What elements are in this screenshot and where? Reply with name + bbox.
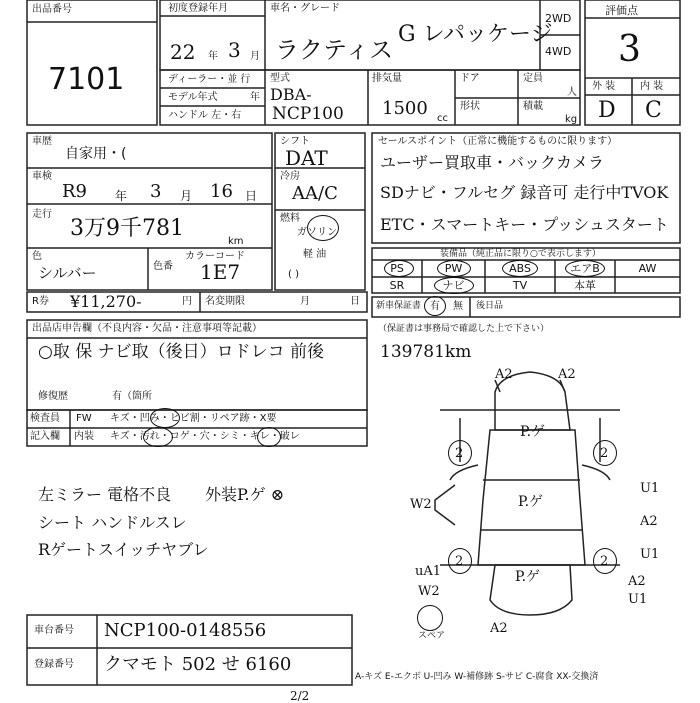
sales-line-2: SDナビ・フルセグ 録音可 走行中TVOK bbox=[380, 183, 669, 202]
type-label: 型式 bbox=[270, 73, 290, 84]
color-code-heading: カラーコード bbox=[185, 251, 245, 262]
inspection-year: R9 bbox=[62, 181, 88, 202]
equip-airbag-circle bbox=[565, 260, 605, 277]
capacity-label: 定員 bbox=[523, 73, 543, 84]
load-unit: kg bbox=[565, 114, 578, 125]
repair-label: 修復歴 bbox=[38, 391, 68, 402]
inspection-day: 16 bbox=[210, 181, 233, 202]
interior-label: 内装 bbox=[74, 431, 94, 442]
diag-tire-rl: 2 bbox=[455, 554, 464, 569]
equip-tv: TV bbox=[512, 279, 528, 292]
fw-dent-circle bbox=[150, 408, 180, 428]
diag-pg-rear: P.ゲ bbox=[515, 569, 541, 585]
diag-a2-front-left: A2 bbox=[495, 367, 513, 382]
equip-ps: PS bbox=[390, 262, 404, 275]
dealer-label: ディーラー・並 行 bbox=[168, 74, 251, 85]
model-year-mark: 年 bbox=[250, 92, 260, 103]
equip-airbag: エアB bbox=[570, 262, 600, 275]
rating-score: 3 bbox=[618, 29, 641, 70]
note-line-2: シート ハンドルスレ bbox=[38, 513, 187, 532]
car-grade-value: G レパッケージ bbox=[398, 22, 553, 47]
plate-label: 登録番号 bbox=[34, 659, 74, 670]
later-items-label: 後日品 bbox=[476, 301, 504, 311]
inspection-month: 3 bbox=[150, 181, 162, 202]
repair-value: 有（箇所 bbox=[112, 391, 152, 402]
door-label: ドア bbox=[460, 73, 480, 84]
handle-label: ハンドル 左・右 bbox=[168, 110, 242, 121]
diag-u1-right-2: U1 bbox=[640, 547, 660, 562]
recycle-yen: 円 bbox=[182, 296, 192, 307]
color-label: 色 bbox=[32, 251, 42, 262]
first-reg-month-mark: 月 bbox=[250, 51, 260, 62]
aircon-value: AA/C bbox=[292, 183, 338, 204]
recycle-value: ¥11,270- bbox=[70, 292, 142, 311]
inspection-day-mark: 日 bbox=[245, 189, 258, 203]
inspection-month-mark: 月 bbox=[180, 189, 193, 203]
type-value: DBA- bbox=[270, 85, 312, 104]
warranty-yes: 有 bbox=[430, 301, 440, 312]
diag-u1-right-1: U1 bbox=[640, 481, 660, 496]
model-year-label: モデル年式 bbox=[168, 92, 218, 103]
diag-pg-hood: P.ゲ bbox=[520, 424, 546, 440]
color-value: シルバー bbox=[38, 264, 97, 282]
type-model: NCP100 bbox=[272, 104, 344, 124]
spare-tire-icon bbox=[417, 605, 443, 631]
sales-points-label: セールスポイント（正常に機能するものに限ります） bbox=[378, 136, 618, 147]
diag-tire-fr: 2 bbox=[600, 446, 609, 461]
page-footer: 2/2 bbox=[290, 689, 310, 703]
interior-stain-circle bbox=[257, 427, 281, 447]
fuel-circle-mark bbox=[307, 215, 339, 241]
report-text: ○取 保 ナビ取（後日）ロドレコ 前後 bbox=[38, 342, 325, 362]
fuel-value: ガソリン bbox=[297, 227, 337, 238]
history-value: 自家用・( bbox=[65, 146, 127, 162]
equip-pw: PW bbox=[444, 262, 463, 275]
first-reg-year-mark: 年 bbox=[208, 51, 218, 62]
history-label: 車歴 bbox=[32, 136, 52, 147]
shift-value: DAT bbox=[285, 146, 328, 170]
tire-fl-icon bbox=[448, 440, 472, 466]
displacement-value: 1500 bbox=[382, 98, 428, 119]
equip-abs: ABS bbox=[509, 262, 531, 275]
diag-ua1-left: uA1 bbox=[415, 564, 442, 579]
diag-a2-rear: A2 bbox=[490, 621, 508, 636]
equip-leather: 本革 bbox=[574, 279, 596, 292]
color-code-value: 1E7 bbox=[200, 260, 241, 284]
note-line-1: 左ミラー 電格不良 bbox=[38, 485, 172, 504]
mileage-value: 3万9千781 bbox=[70, 216, 184, 241]
fuel-light-oil: 軽 油 bbox=[303, 249, 327, 260]
inspection-label: 車検 bbox=[32, 171, 52, 182]
first-reg-month: 3 bbox=[228, 38, 241, 62]
tire-rl-icon bbox=[448, 548, 472, 574]
lot-number: 7101 bbox=[48, 62, 125, 97]
diag-pg-roof: P.ゲ bbox=[518, 494, 544, 510]
inspector-label-1: 検査員 bbox=[30, 413, 60, 424]
displacement-label: 排気量 bbox=[372, 73, 402, 84]
int-label: 内 装 bbox=[640, 81, 664, 92]
diag-a2-right: A2 bbox=[640, 514, 658, 529]
rating-label: 評価点 bbox=[605, 4, 638, 17]
equip-abs-circle bbox=[502, 260, 538, 277]
equip-aw: AW bbox=[638, 262, 657, 275]
fw-label: FW bbox=[76, 413, 92, 424]
displacement-unit: cc bbox=[437, 113, 448, 124]
warranty-label: 新車保証書 bbox=[376, 301, 422, 311]
ext-grade: D bbox=[598, 98, 616, 123]
warranty-note: （保証書は事務局で確認した上で下さい） bbox=[378, 324, 550, 334]
equip-sr: SR bbox=[389, 279, 405, 292]
name-change-month: 月 bbox=[300, 296, 310, 307]
diag-w2-left: W2 bbox=[410, 497, 432, 512]
color-code-label: 色番 bbox=[153, 261, 173, 272]
first-reg-label: 初度登録年月 bbox=[168, 3, 228, 14]
recycle-label: R券 bbox=[32, 296, 49, 307]
diag-tire-fl: 2 bbox=[455, 446, 464, 461]
warranty-circle bbox=[424, 296, 446, 316]
chassis-value: NCP100-0148556 bbox=[104, 620, 267, 641]
car-name-value: ラクティス bbox=[275, 36, 394, 64]
mileage-unit: km bbox=[228, 236, 244, 247]
interior-items: キズ・汚れ・コゲ・穴・シミ・キレ・破レ bbox=[110, 431, 300, 442]
car-name-label: 車名・グレード bbox=[270, 3, 340, 14]
plate-value: クマモト 502 せ 6160 bbox=[104, 654, 292, 675]
chassis-label: 車台番号 bbox=[34, 625, 74, 636]
fuel-paren: ( ) bbox=[288, 269, 299, 280]
diag-a2-rear-right: A2 bbox=[628, 574, 646, 589]
capacity-unit: 人 bbox=[567, 87, 577, 98]
int-grade: C bbox=[645, 98, 662, 123]
equip-navi-circle bbox=[434, 277, 474, 294]
diag-spare: スペア bbox=[418, 631, 446, 641]
diag-w2-rear-left: W2 bbox=[418, 584, 440, 599]
aircon-label: 冷房 bbox=[280, 171, 300, 182]
mileage-label: 走行 bbox=[32, 209, 52, 220]
damage-legend: A-キズ E-エクボ U-凹み W-補修跡 S-サビ C-腐食 XX-交換済 bbox=[355, 672, 599, 682]
load-label: 積載 bbox=[523, 101, 543, 112]
tire-rr-icon bbox=[593, 548, 617, 574]
fuel-label: 燃料 bbox=[280, 213, 300, 224]
equip-navi: ナビ bbox=[442, 279, 465, 292]
shape-label: 形状 bbox=[460, 101, 480, 112]
odometer-note: 139781km bbox=[380, 342, 472, 362]
ext-label: 外 装 bbox=[592, 81, 616, 92]
interior-dirt-circle bbox=[143, 427, 173, 447]
equip-ps-circle bbox=[384, 260, 414, 277]
equipment-label: 装備品（純正品に限り○で表示します） bbox=[440, 249, 601, 259]
name-change-label: 名変期限 bbox=[205, 296, 245, 307]
note-exterior: 外装P.ゲ ⊗ bbox=[205, 485, 285, 504]
inspector-label-2: 記入欄 bbox=[30, 431, 60, 442]
fw-items: キズ・凹み・ヒビ割・リペア跡・X要 bbox=[110, 413, 277, 424]
report-label: 出品店申告欄（不良内容・欠品・注意事項等記載） bbox=[32, 323, 262, 334]
diag-tire-rr: 2 bbox=[600, 554, 609, 569]
first-reg-year: 22 bbox=[170, 40, 196, 64]
drive-2wd: 2WD bbox=[545, 12, 572, 25]
drive-4wd: 4WD bbox=[545, 45, 572, 58]
equip-pw-circle bbox=[437, 260, 471, 277]
sales-line-3: ETC・スマートキー・プッシュスタート bbox=[380, 215, 669, 234]
warranty-no: 無 bbox=[453, 301, 463, 312]
tire-fr-icon bbox=[593, 440, 617, 466]
diag-a2-front-right: A2 bbox=[558, 367, 576, 382]
inspection-year-mark: 年 bbox=[115, 189, 128, 203]
shift-label: シフト bbox=[280, 136, 310, 147]
note-line-3: Rゲートスイッチヤブレ bbox=[38, 540, 209, 559]
diag-u1-rear-right: U1 bbox=[628, 592, 648, 607]
name-change-day: 日 bbox=[350, 296, 360, 307]
lot-label: 出品番号 bbox=[32, 4, 72, 15]
sales-line-1: ユーザー買取車・バックカメラ bbox=[380, 153, 605, 172]
